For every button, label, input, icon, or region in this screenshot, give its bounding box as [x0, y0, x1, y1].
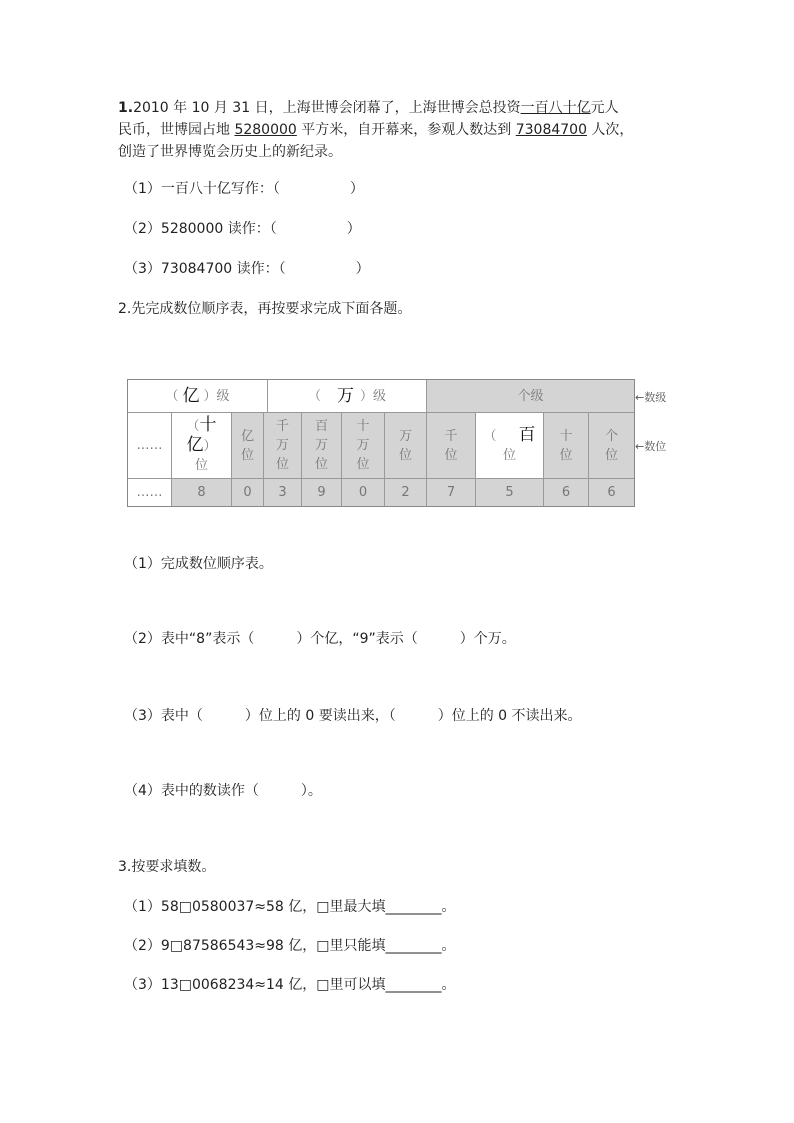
q1-line-1 [118, 97, 619, 117]
place-bai-answer: 百 [518, 425, 536, 445]
q1-line-3: 创造了世界博览会历史上的新纪录。 [118, 144, 342, 160]
digit-cell: 0 [342, 479, 385, 506]
place-bai-open: （ [483, 429, 497, 444]
q1-text-b: 元人 [590, 100, 619, 116]
q1-visitors-number: 73084700 [515, 122, 587, 138]
place-shiwan: 十 万 位 [342, 413, 385, 479]
q1-text-e: 人次， [586, 122, 634, 138]
q1-text-c: 民币，世博园占地 [118, 122, 235, 138]
digit-cell: 8 [172, 479, 232, 506]
arrow-label-shuji: ←数级 [635, 391, 667, 404]
place-qianwan: 千 万 位 [264, 413, 302, 479]
q3-title: 3.按要求填数。 [118, 859, 216, 875]
place-value-table [127, 379, 635, 507]
q3-sub-1: （1）58□0580037≈58 亿，□里最大填________。 [124, 899, 456, 915]
level-wan-close: ）级 [360, 388, 387, 404]
q3-sub-3: （3）13□0068234≈14 亿，□里可以填________。 [124, 977, 456, 993]
place-shiyi-close: ） [203, 439, 217, 454]
digit-cell: 5 [476, 479, 544, 506]
digit-cell: 7 [427, 479, 476, 506]
q2-sub-4: （4）表中的数读作（ ）。 [124, 783, 322, 799]
level-yi-cell [128, 380, 268, 413]
level-ge-cell: 个级 [427, 380, 634, 413]
digit-cell: 9 [302, 479, 342, 506]
q2-sub-1: （1）完成数位顺序表。 [124, 556, 273, 572]
place-shi: 十 位 [544, 413, 589, 479]
q1-sub-2: （2）5280000 读作：（ ） [124, 221, 361, 237]
place-shiyi-wei: 位 [194, 458, 208, 473]
q2-sub-2: （2）表中“8”表示（ ）个亿，“9”表示（ ）个万。 [124, 631, 516, 647]
digit-cell: 3 [264, 479, 302, 506]
q2-sub-3: （3）表中（ ）位上的 0 要读出来，（ ）位上的 0 不读出来。 [124, 708, 582, 724]
level-yi-answer: 亿 [182, 385, 200, 406]
place-wan: 万 位 [385, 413, 427, 479]
place-yi: 亿 位 [232, 413, 264, 479]
level-wan-open: （ [307, 388, 321, 404]
q1-line-2 [118, 119, 633, 139]
places-dots: …… [128, 413, 172, 479]
place-baiwan: 百 万 位 [302, 413, 342, 479]
digit-cell: 6 [544, 479, 589, 506]
digit-cell: 6 [589, 479, 634, 506]
digits-dots: …… [128, 479, 172, 506]
q1-sub-1: （1）一百八十亿写作：（ ） [124, 181, 364, 197]
place-shiyi-answer: 十亿 [186, 415, 217, 455]
level-wan-cell [268, 380, 427, 413]
q1-investment-amount: 一百八十亿 [520, 100, 591, 116]
place-ge: 个 位 [589, 413, 634, 479]
q3-sub-2: （2）9□87586543≈98 亿，□里只能填________。 [124, 938, 456, 954]
level-wan-answer: 万 [337, 385, 354, 406]
level-yi-open: （ [165, 388, 179, 404]
place-bai-wei: 位 [502, 448, 516, 463]
q1-number: 1. [118, 100, 134, 116]
q1-sub-3: （3）73084700 读作：（ ） [124, 261, 370, 277]
q1-area-number: 5280000 [234, 122, 297, 138]
digit-cell: 0 [232, 479, 264, 506]
q2-title: 2.先完成数位顺序表，再按要求完成下面各题。 [118, 301, 412, 317]
q1-text-d: 平方米，自开幕来，参观人数达到 [296, 122, 516, 138]
q1-text-a: 2010 年 10 月 31 日，上海世博会闭幕了，上海世博会总投资 [133, 100, 521, 116]
arrow-label-shuwei: ←数位 [635, 440, 667, 453]
place-bai-cell [476, 413, 544, 479]
level-yi-close: ）级 [203, 388, 230, 404]
digit-cell: 2 [385, 479, 427, 506]
place-qian: 千 位 [427, 413, 476, 479]
place-shiyi-cell [172, 413, 232, 479]
place-shiyi-open: （ [186, 419, 200, 434]
